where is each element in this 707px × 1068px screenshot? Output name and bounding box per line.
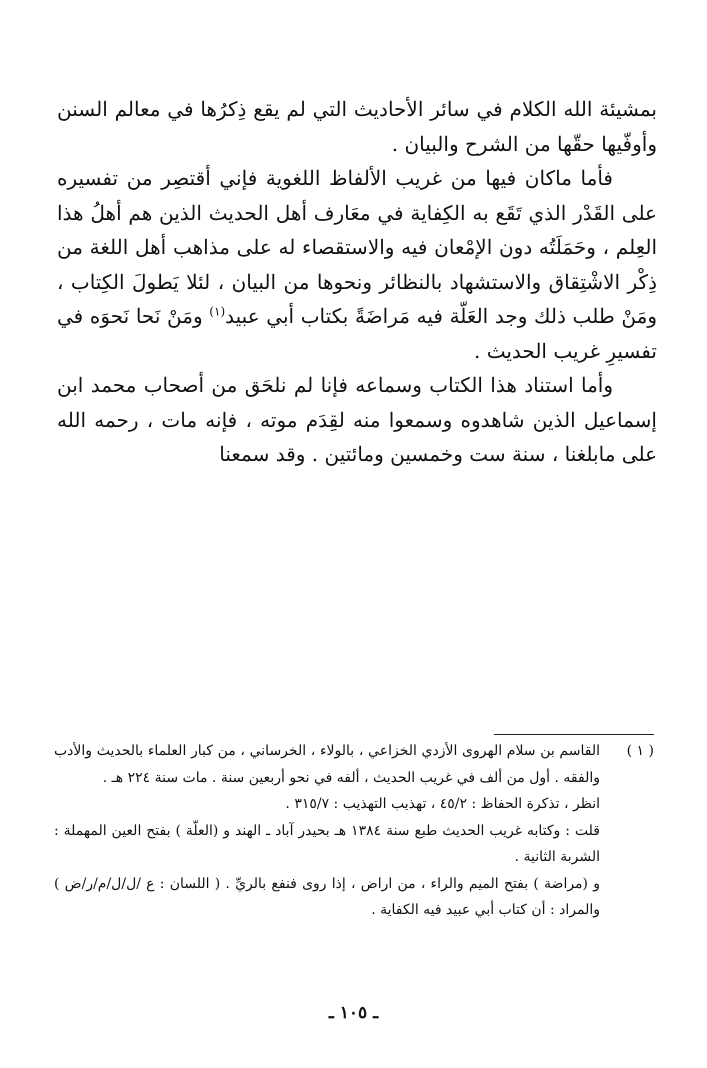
- main-text: [57, 92, 657, 472]
- footnote-body: [54, 738, 600, 924]
- paragraph-1: بمشيئة الله الكلام في سائر الأحاديث التي لم يقع ذِكرُها في معالم السنن وأوفّيها حقّها من الشرح والبيان .: [57, 97, 657, 156]
- footnote-separator: [494, 734, 654, 735]
- page-number: ـ ١٠٥ ـ: [328, 1003, 379, 1023]
- footnote-line-4: و (مراضة ) بفتح الميم والراء ، من اراض ، إذا روى فنفع بالريِّ . ( اللسان : ع /ل/ل/م/ر/ض ) والمراد : أن كتاب أبي عبيد فيه الكفاية .: [54, 875, 600, 918]
- paragraph-2-text-b: ومَنْ نَحا نَحوَه في تفسيرِ غريب الحديث .: [57, 304, 657, 363]
- footnote-reference: (١): [209, 304, 226, 319]
- footnotes: [54, 738, 654, 924]
- footnote-line-1: القاسم بن سلام الهروى الأزدي الخزاعي ، بالولاء ، الخرساني ، من كبار العلماء بالحديث والأدب والفقه . أول من ألف في غريب الحديث ، ألفه في نحو أربعين سنة . مات سنة ٢٢٤ هـ .: [54, 743, 600, 786]
- paragraph-3: وأما استناد هذا الكتاب وسماعه فإنا لم نلحَق من أصحاب محمد ابن إسماعيل الذين شاهدوه وسمعوا منه لقِدَم موته ، فإنه مات ، رحمه الله على مابلغنا ، سنة ست وخمسين ومائتين . وقد سمعنا: [57, 373, 657, 466]
- paragraph-2: [57, 161, 657, 368]
- footnote-number: ( ١ ): [626, 743, 654, 759]
- paragraph-2-text-a: فأما ماكان فيها من غريب الألفاظ اللغوية فإني أقتصِر من تفسيره على القَدْر الذي تَقَع به الكِفاية في معَارف أهل الحديث الذين هم أهلُ هذا العِلم ، وحَمَلَتُه دون الإمْعان فيه والاستقصاء له على مذاهب أهل اللغة من ذِكْر الاشْتِقاق والاستشهاد بالنظائر ونحوها من البيان ، لئلا يَطولَ الكِتاب ، ومَنْ طلب ذلك وجد العَلّة فيه مَراضَةً بكتاب أبي عبيد: [57, 166, 657, 328]
- footnote-line-2: انظر ، تذكرة الحفاظ : ٤٥/٢ ، تهذيب التهذيب : ٣١٥/٧ .: [285, 796, 600, 812]
- footnote-entry: [54, 738, 654, 924]
- footnote-line-3: قلت : وكتابه غريب الحديث طبع سنة ١٣٨٤ هـ بحيدر آباد ـ الهند و (العلّة ) بفتح العين المهملة : الشربة الثانية .: [54, 822, 600, 865]
